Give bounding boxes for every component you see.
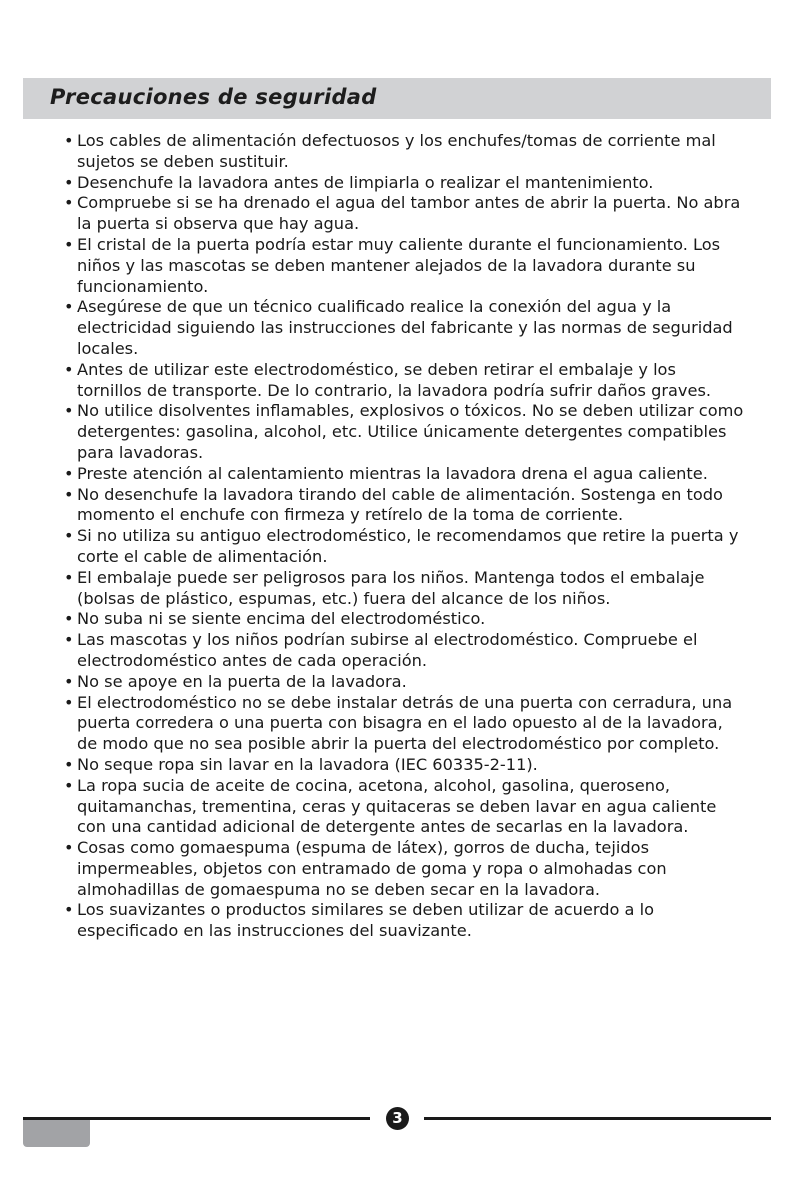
list-item-text: El cristal de la puerta podría estar muy caliente durante el funcionamiento. Los niños y las mascotas se deben mantener alejados de la lavadora durante su funcionamiento. <box>77 234 721 296</box>
list-item-text: Desenchufe la lavadora antes de limpiarla o realizar el mantenimiento. <box>77 172 654 192</box>
bullet-icon: • <box>64 234 74 254</box>
list-item-text: No utilice disolventes inflamables, explosivos o tóxicos. No se deben utilizar como detergentes: gasolina, alcohol, etc. Utilice únicamente detergentes compatibles para lavadoras. <box>77 401 744 462</box>
list-item-text: Los suavizantes o productos similares se deben utilizar de acuerdo a lo especificado en las instrucciones del suavizante. <box>77 900 655 941</box>
bullet-icon: • <box>64 838 74 858</box>
list-item-text: Preste atención al calentamiento mientras la lavadora drena el agua caliente. <box>77 463 708 483</box>
list-item-text: Asegúrese de que un técnico cualificado realice la conexión del agua y la electricidad siguiendo las instrucciones del fabricante y las normas de seguridad locales. <box>77 297 733 358</box>
bullet-icon: • <box>64 297 74 317</box>
bullet-icon: • <box>64 567 74 587</box>
bullet-icon: • <box>64 692 74 712</box>
footer-divider-left <box>23 1117 370 1120</box>
list-item-text: La ropa sucia de aceite de cocina, acetona, alcohol, gasolina, queroseno, quitamanchas, trementina, ceras y quitaceras se deben lavar en agua caliente con una cantidad adicional de detergente antes de secarlas en la lavadora. <box>77 775 717 837</box>
list-item-text: Cosas como gomaespuma (espuma de látex), gorros de ducha, tejidos impermeables, objetos con entramado de goma y ropa o almohadas con almohadillas de gomaespuma no se deben secar en la lavadora. <box>77 838 667 899</box>
safety-precautions-list <box>64 131 744 942</box>
section-title: Precauciones de seguridad <box>50 85 377 109</box>
list-item <box>64 900 744 942</box>
list-item <box>64 193 744 235</box>
list-item <box>64 485 744 527</box>
list-item-text: Antes de utilizar este electrodoméstico, se deben retirar el embalaje y los tornillos de transporte. De lo contrario, la lavadora podría sufrir daños graves. <box>77 359 712 400</box>
bullet-icon: • <box>64 359 74 379</box>
list-item <box>64 297 744 359</box>
list-item <box>64 755 744 776</box>
list-item-text: Los cables de alimentación defectuosos y los enchufes/tomas de corriente mal sujetos se deben sustituir. <box>77 131 716 171</box>
list-item <box>64 776 744 838</box>
list-item <box>64 568 744 610</box>
list-item-text: No se apoye en la puerta de la lavadora. <box>77 671 407 691</box>
bullet-icon: • <box>64 193 74 213</box>
list-item <box>64 131 744 173</box>
list-item <box>64 401 744 463</box>
section-header-band <box>23 78 771 119</box>
list-item-text: El embalaje puede ser peligrosos para los niños. Mantenga todos el embalaje (bolsas de plástico, espumas, etc.) fuera del alcance de los niños. <box>77 567 705 608</box>
list-item <box>64 526 744 568</box>
footer-tab <box>23 1118 90 1147</box>
list-item-text: Compruebe si se ha drenado el agua del tambor antes de abrir la puerta. No abra la puerta si observa que hay agua. <box>77 193 741 234</box>
list-item <box>64 838 744 900</box>
bullet-icon: • <box>64 172 74 192</box>
list-item-text: Si no utiliza su antiguo electrodoméstico, le recomendamos que retire la puerta y corte el cable de alimentación. <box>77 526 739 566</box>
list-item-text: No seque ropa sin lavar en la lavadora (IEC 60335-2-11). <box>77 754 538 774</box>
list-item-text: Las mascotas y los niños podrían subirse al electrodoméstico. Compruebe el electrodoméstico antes de cada operación. <box>77 630 698 670</box>
list-item <box>64 360 744 402</box>
bullet-icon: • <box>64 401 74 421</box>
bullet-icon: • <box>64 131 74 150</box>
list-item-text: No desenchufe la lavadora tirando del cable de alimentación. Sostenga en todo momento el enchufe con firmeza y retírelo de la toma de corriente. <box>77 484 723 525</box>
page-number: 3 <box>386 1107 409 1130</box>
bullet-icon: • <box>64 484 74 504</box>
list-item <box>64 173 744 194</box>
bullet-icon: • <box>64 609 74 629</box>
list-item <box>64 672 744 693</box>
bullet-icon: • <box>64 671 74 691</box>
list-item <box>64 693 744 755</box>
bullet-icon: • <box>64 630 74 650</box>
list-item <box>64 609 744 630</box>
list-item-text: El electrodoméstico no se debe instalar detrás de una puerta con cerradura, una puerta corredera o una puerta con bisagra en el lado opuesto al de la lavadora, de modo que no sea posible abrir la puerta del electrodoméstico por completo. <box>77 692 733 754</box>
bullet-icon: • <box>64 463 74 483</box>
bullet-icon: • <box>64 526 74 546</box>
list-item <box>64 464 744 485</box>
list-item-text: No suba ni se siente encima del electrodoméstico. <box>77 609 486 629</box>
list-item <box>64 235 744 297</box>
bullet-icon: • <box>64 775 74 795</box>
footer-divider-right <box>424 1117 771 1120</box>
list-item <box>64 630 744 672</box>
bullet-icon: • <box>64 900 74 920</box>
bullet-icon: • <box>64 754 74 774</box>
